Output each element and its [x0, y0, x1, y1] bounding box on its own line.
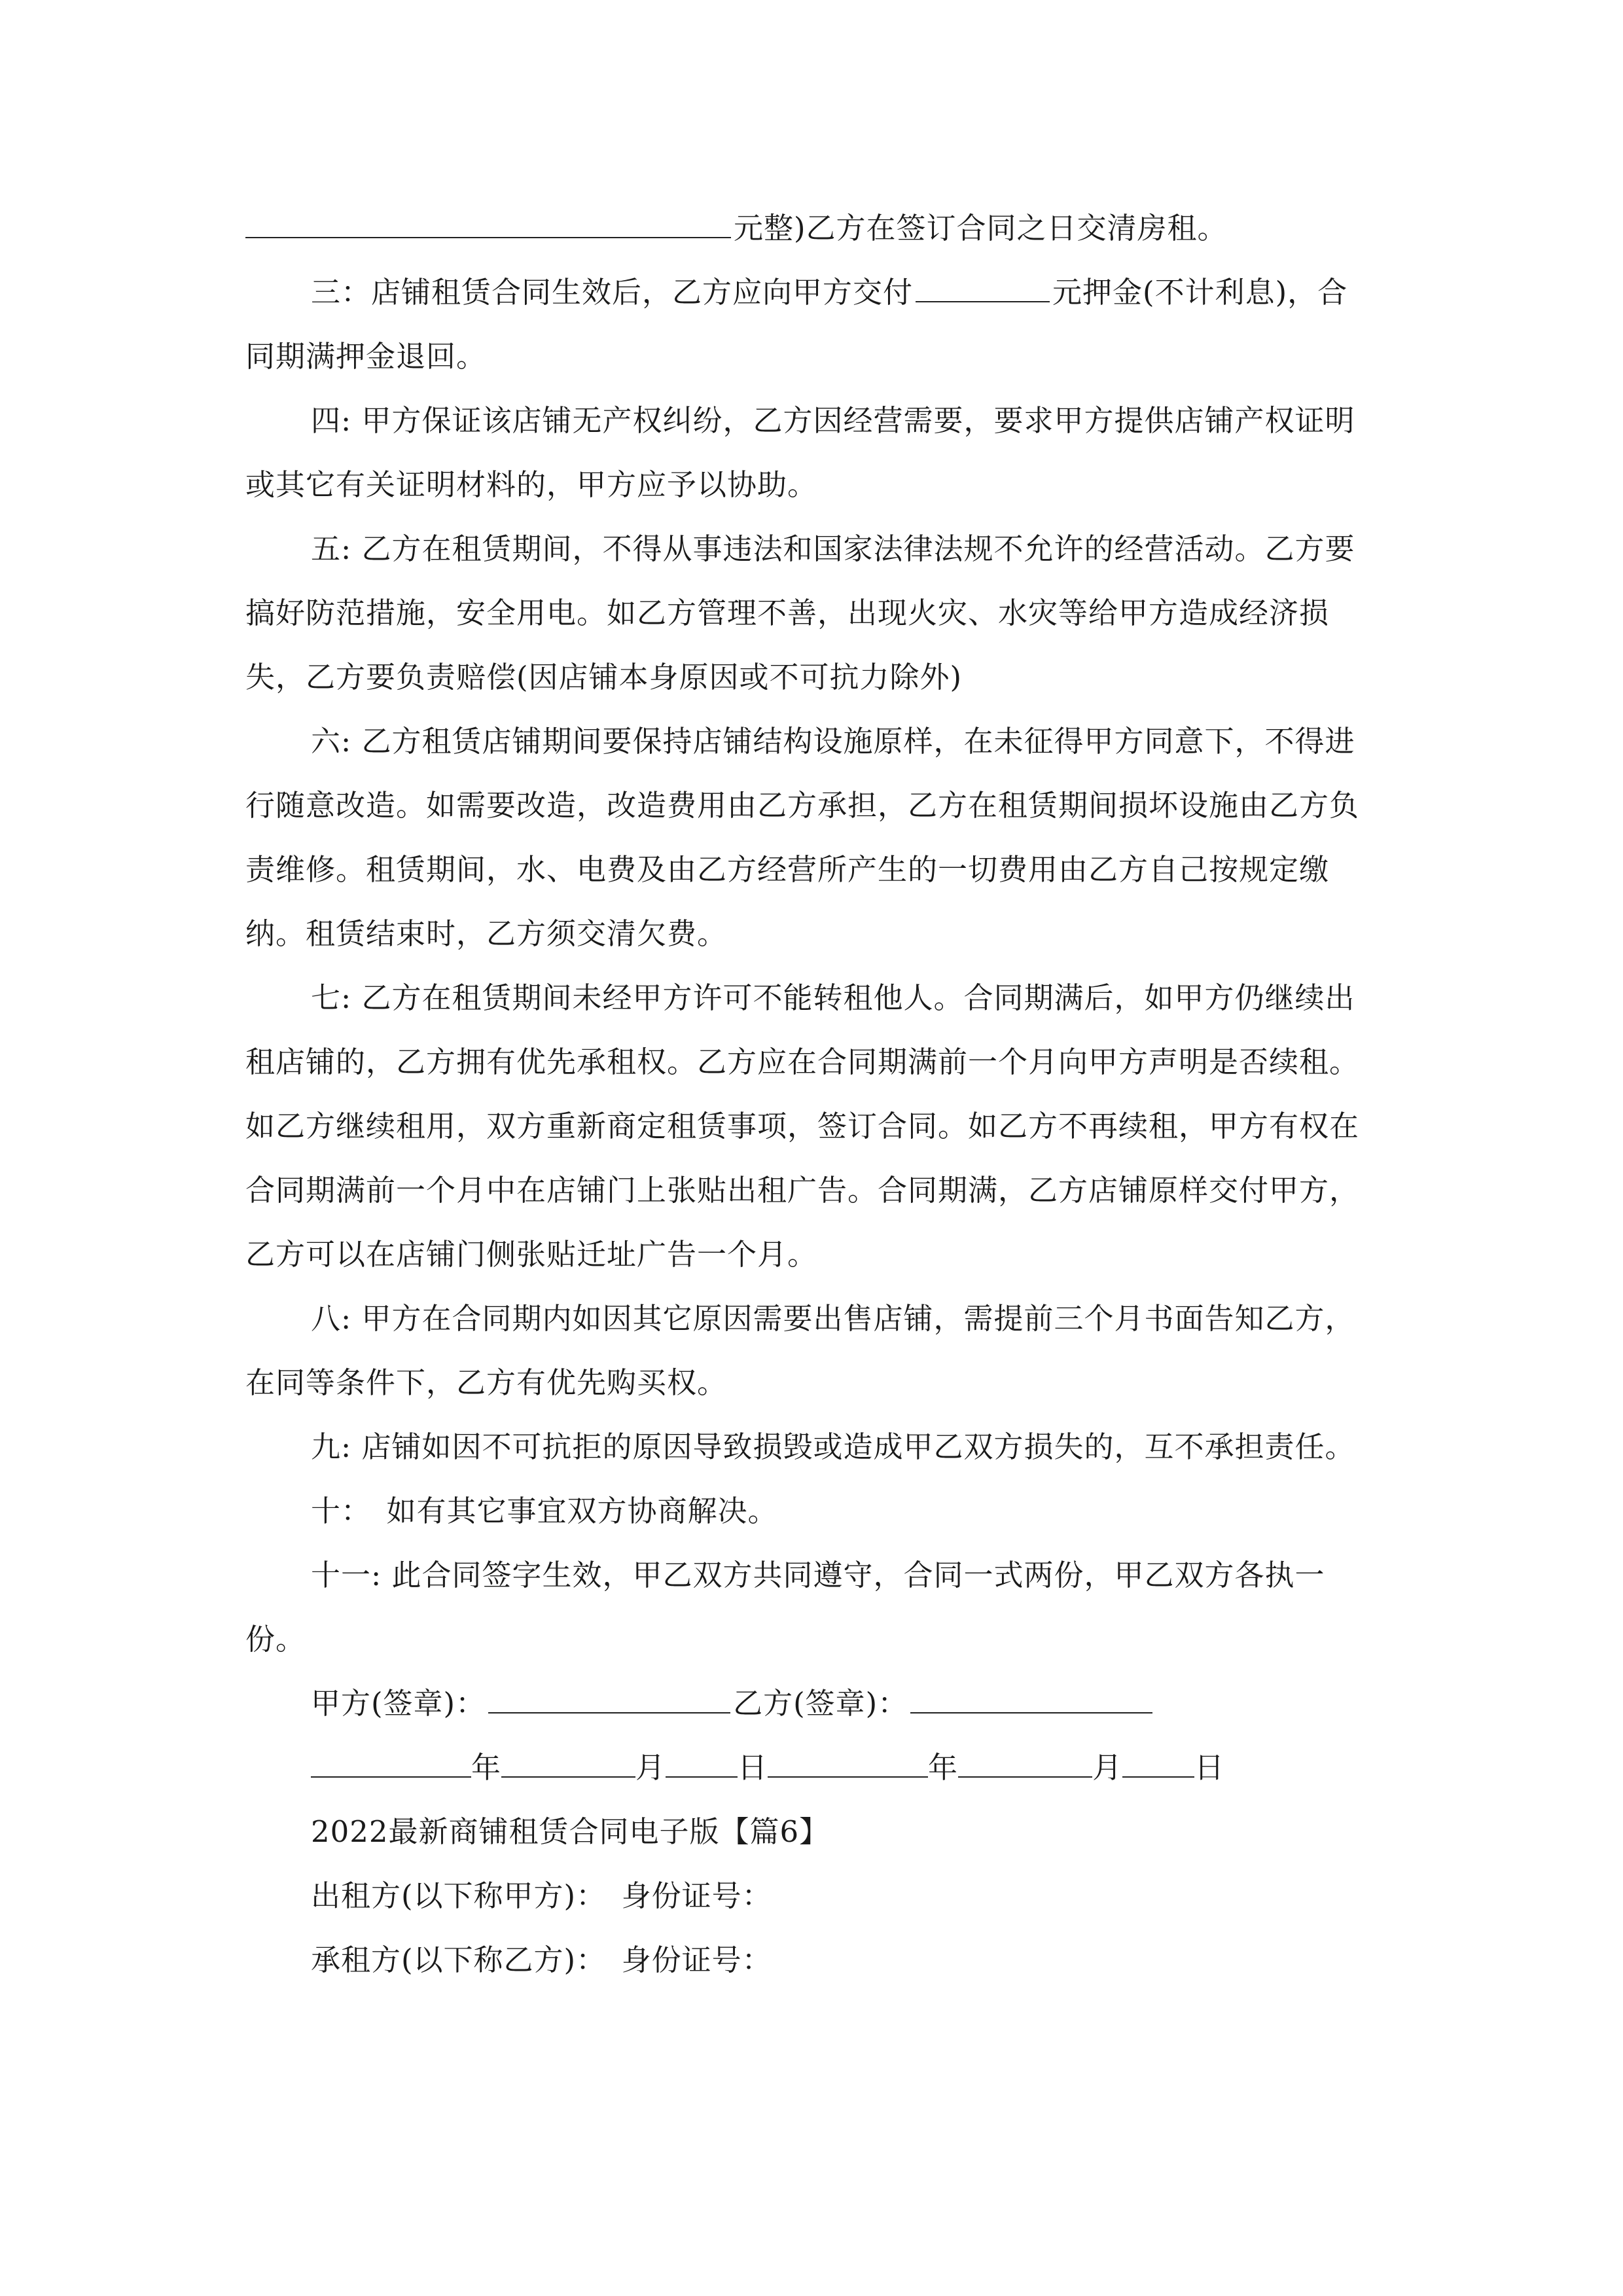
date-line: [311, 1736, 1378, 1800]
signature-line: [311, 1672, 1378, 1736]
rent-payment-line: [245, 196, 1378, 260]
party-a-month-blank: [501, 1750, 635, 1778]
party-b-day-blank: [1122, 1750, 1194, 1778]
party-b-day-label: 日: [1194, 1750, 1225, 1785]
party-b-month-label: 月: [1092, 1750, 1123, 1785]
clause-3-suffix: 元押金(不计利息)，合同期满押金退回。: [245, 275, 1348, 374]
rent-payment-tail: 元整)乙方在签订合同之日交清房租。: [734, 211, 1228, 245]
party-a-day-label: 日: [738, 1750, 768, 1785]
party-a-year-blank: [311, 1750, 471, 1778]
clause-3: [245, 260, 1378, 389]
clause-9: 九: 店铺如因不可抗拒的原因导致损毁或造成甲乙双方损失的，互不承担责任。: [311, 1429, 1355, 1464]
party-a-day-blank: [666, 1750, 738, 1778]
party-b-signature-blank: [910, 1686, 1152, 1713]
clause-6: 六: 乙方租赁店铺期间要保持店铺结构设施原样，在未征得甲方同意下，不得进行随意改造。如需要改造，改造费用由乙方承担，乙方在租赁期间损坏设施由乙方负责维修。租赁期间，水、电费及由乙方经营所产生的一切费用由乙方自己按规定缴纳。租赁结束时，乙方须交清欠费。: [245, 724, 1360, 951]
clause-3-prefix: 三：店铺租赁合同生效后，乙方应向甲方交付: [311, 275, 914, 310]
deposit-amount-blank: [916, 275, 1050, 302]
document-body: [245, 196, 1378, 1992]
rent-amount-blank: [245, 211, 731, 238]
party-a-month-label: 月: [635, 1750, 666, 1785]
party-a-signature-blank: [488, 1686, 730, 1713]
party-b-month-blank: [958, 1750, 1092, 1778]
party-b-year-label: 年: [928, 1750, 959, 1785]
clause-5: 五: 乙方在租赁期间，不得从事违法和国家法律法规不允许的经营活动。乙方要搞好防范措施，安全用电。如乙方管理不善，出现火灾、水灾等给甲方造成经济损失，乙方要负责赔偿(因店铺本身原因或不可抗力除外): [245, 531, 1355, 694]
party-b-year-blank: [768, 1750, 928, 1778]
party-a-signature-label: 甲方(签章)：: [311, 1686, 486, 1721]
section-title: 2022最新商铺租赁合同电子版【篇6】: [311, 1814, 830, 1849]
clause-4: 四: 甲方保证该店铺无产权纠纷，乙方因经营需要，要求甲方提供店铺产权证明或其它有关证明材料的，甲方应予以协助。: [245, 403, 1355, 502]
clause-10: 十： 如有其它事宜双方协商解决。: [311, 1494, 778, 1528]
clause-8: 八: 甲方在合同期内如因其它原因需要出售店铺，需提前三个月书面告知乙方，在同等条件下，乙方有优先购买权。: [245, 1301, 1355, 1400]
lessee-line: 承租方(以下称乙方)： 身份证号：: [311, 1943, 772, 1977]
party-b-signature-label: 乙方(签章)：: [733, 1686, 908, 1721]
party-a-year-label: 年: [471, 1750, 502, 1785]
clause-11: 十一: 此合同签字生效，甲乙双方共同遵守，合同一式两份，甲乙双方各执一份。: [245, 1558, 1325, 1657]
clause-7: 七: 乙方在租赁期间未经甲方许可不能转租他人。合同期满后，如甲方仍继续出租店铺的，乙方拥有优先承租权。乙方应在合同期满前一个月向甲方声明是否续租。如乙方继续租用，双方重新商定租赁事项，签订合同。如乙方不再续租，甲方有权在合同期满前一个月中在店铺门上张贴出租广告。合同期满，乙方店铺原样交付甲方，乙方可以在店铺门侧张贴迁址广告一个月。: [245, 980, 1360, 1272]
lessor-line: 出租方(以下称甲方)： 身份证号：: [311, 1878, 772, 1913]
